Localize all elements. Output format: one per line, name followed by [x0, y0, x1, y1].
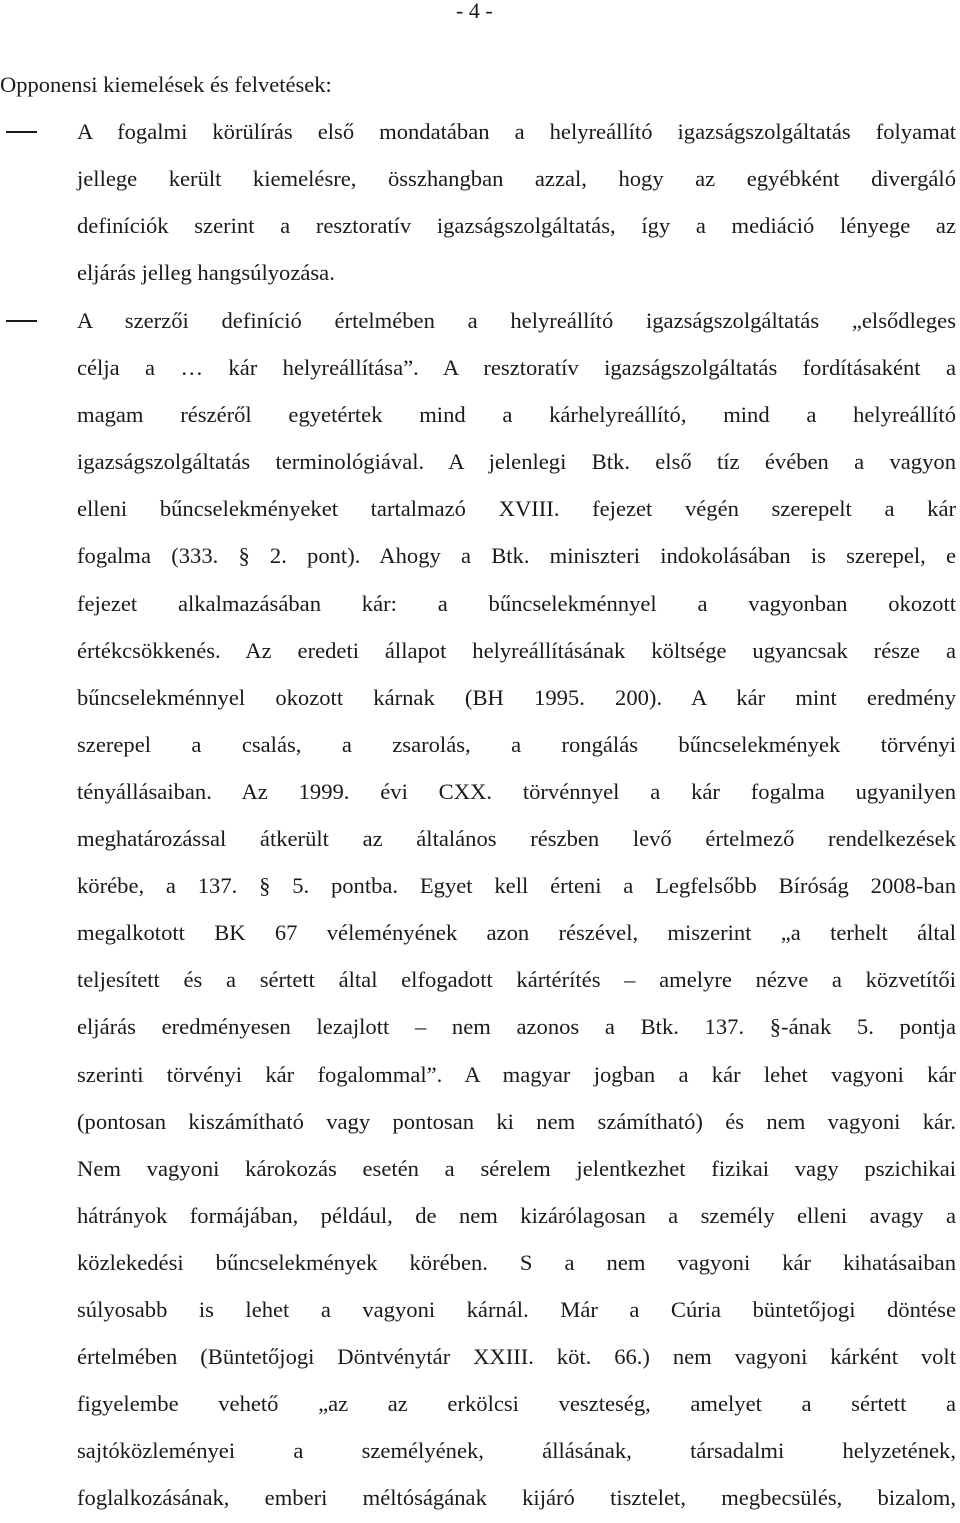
- text-line: megalkotott BK 67 véleményének azon részével, miszerint „a terhelt által: [77, 920, 956, 946]
- list-item: [77, 297, 956, 1521]
- section-heading: Opponensi kiemelések és felvetések:: [0, 72, 332, 97]
- text-line: meghatározással átkerült az általános részben levő értelmező rendelkezések: [77, 826, 956, 852]
- text-line: tényállásaiban. Az 1999. évi CXX. törvénnyel a kár fogalma ugyanilyen: [77, 778, 956, 804]
- text-line: jellege került kiemelésre, összhangban azzal, hogy az egyébként divergáló: [77, 166, 956, 192]
- text-line: sajtóközleményei a személyének, állásának, társadalmi helyzetének,: [77, 1438, 956, 1464]
- list-item: [77, 108, 956, 296]
- text-line: értelmében (Büntetőjogi Döntvénytár XXIII. köt. 66.) nem vagyoni kárként volt: [77, 1344, 956, 1370]
- text-line: eljárás eredményesen lezajlott – nem azonos a Btk. 137. §-ának 5. pontja: [77, 1014, 956, 1040]
- text-line: szerepel a csalás, a zsarolás, a rongálás bűncselekmények törvényi: [77, 731, 956, 757]
- text-line: figyelembe vehető „az az erkölcsi veszteség, amelyet a sértett a: [77, 1391, 956, 1417]
- text-line: hátrányok formájában, például, de nem kizárólagosan a személy elleni avagy a: [77, 1202, 956, 1228]
- text-line: eljárás jelleg hangsúlyozása.: [77, 260, 335, 286]
- text-line: fejezet alkalmazásában kár: a bűncselekménnyel a vagyonban okozott: [77, 590, 956, 616]
- text-line: definíciók szerint a resztoratív igazságszolgáltatás, így a mediáció lényege az: [77, 213, 956, 239]
- text-line: (pontosan kiszámítható vagy pontosan ki nem számítható) és nem vagyoni kár.: [77, 1108, 956, 1134]
- text-line: bűncselekménnyel okozott kárnak (BH 1995. 200). A kár mint eredmény: [77, 684, 956, 710]
- text-line: súlyosabb is lehet a vagyoni kárnál. Már a Cúria büntetőjogi döntése: [77, 1296, 956, 1322]
- page-number: - 4 -: [456, 0, 493, 23]
- text-line: fogalma (333. § 2. pont). Ahogy a Btk. miniszteri indokolásában is szerepel, e: [77, 543, 956, 569]
- text-line: elleni bűncselekményeket tartalmazó XVIII. fejezet végén szerepelt a kár: [77, 496, 956, 522]
- text-line: célja a … kár helyreállítása”. A resztoratív igazságszolgáltatás fordításaként a: [77, 355, 956, 381]
- text-line: foglalkozásának, emberi méltóságának kijáró tisztelet, megbecsülés, bizalom,: [77, 1485, 956, 1511]
- text-line: A fogalmi körülírás első mondatában a helyreállító igazságszolgáltatás folyamat: [77, 119, 956, 144]
- text-line: magam részéről egyetértek mind a kárhelyreállító, mind a helyreállító: [77, 402, 956, 428]
- text-line: teljesített és a sértett által elfogadott kártérítés – amelyre nézve a közvetítői: [77, 967, 956, 993]
- text-line: közlekedési bűncselekmények körében. S a nem vagyoni kár kihatásaiban: [77, 1249, 956, 1275]
- text-line: igazságszolgáltatás terminológiával. A jelenlegi Btk. első tíz évében a vagyon: [77, 449, 956, 475]
- text-line: körébe, a 137. § 5. pontba. Egyet kell érteni a Legfelsőbb Bíróság 2008-ban: [77, 873, 956, 899]
- text-line: Nem vagyoni károkozás esetén a sérelem jelentkezhet fizikai vagy pszichikai: [77, 1155, 956, 1181]
- text-line: A szerzői definíció értelmében a helyreállító igazságszolgáltatás „elsődleges: [77, 308, 956, 333]
- text-line: szerinti törvényi kár fogalommal”. A magyar jogban a kár lehet vagyoni kár: [77, 1061, 956, 1087]
- text-line: értékcsökkenés. Az eredeti állapot helyreállításának költsége ugyancsak része a: [77, 637, 956, 663]
- list-bullet-dash: [6, 131, 37, 133]
- list-bullet-dash: [6, 320, 37, 322]
